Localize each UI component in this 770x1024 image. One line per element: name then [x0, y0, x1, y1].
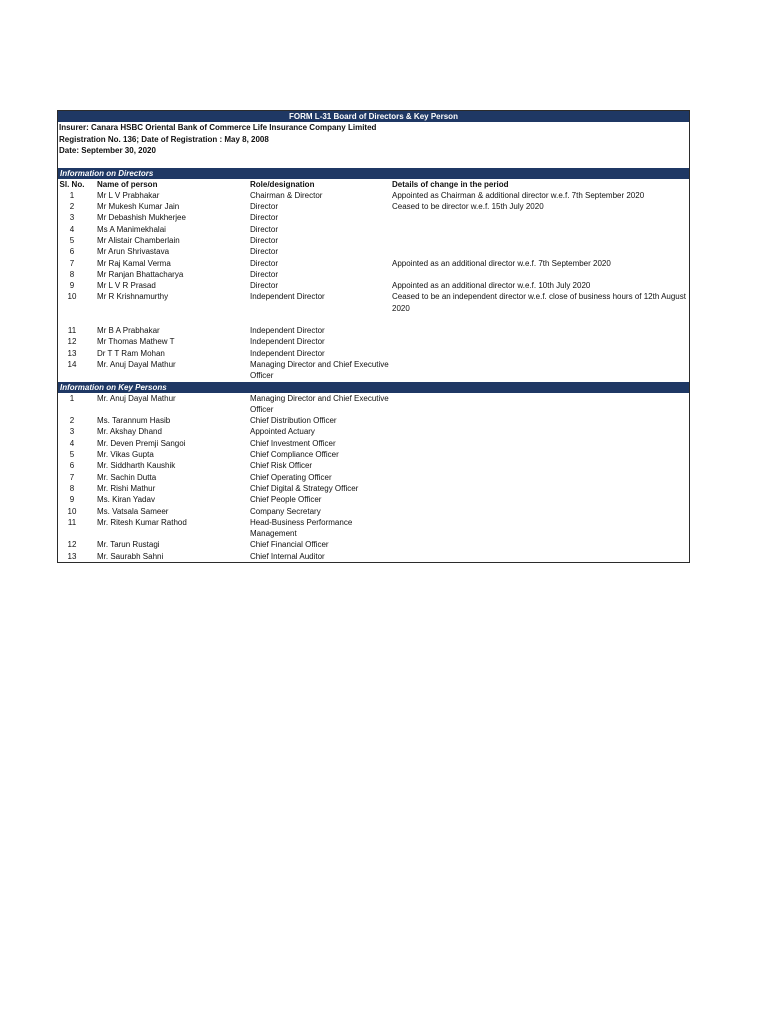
key-person-row: [58, 517, 689, 540]
key-person-name: Ms. Tarannum Hasib: [97, 416, 171, 426]
key-person-name: Ms. Kiran Yadav: [97, 495, 155, 505]
director-change: [392, 235, 689, 246]
key-person-change: [392, 449, 689, 460]
director-name: Ms A Manimekhalai: [97, 224, 166, 234]
key-person-change: [392, 483, 689, 494]
director-role: Director: [250, 281, 279, 291]
key-person-sl-no: 7: [69, 472, 75, 482]
header-sl-no: Sl. No.: [59, 179, 85, 189]
form-l31: [57, 110, 690, 563]
director-role: Independent Director: [250, 348, 325, 358]
directors-section-title: Information on Directors: [58, 168, 689, 179]
director-change: [392, 336, 689, 347]
director-sl-no: 3: [69, 213, 75, 223]
key-person-sl-no: 12: [67, 540, 77, 550]
director-name: Mr B A Prabhakar: [97, 326, 160, 336]
director-change: Appointed as an additional director w.e.f. 10th July 2020: [392, 281, 591, 291]
director-sl-no: 13: [67, 348, 77, 358]
key-person-name: Mr. Akshay Dhand: [97, 427, 162, 437]
key-person-name: Mr. Siddharth Kaushik: [97, 461, 176, 471]
key-person-sl-no: 9: [69, 495, 75, 505]
key-person-row: [58, 415, 689, 426]
key-person-change: [392, 426, 689, 437]
key-person-role: Chief Internal Auditor: [250, 551, 325, 561]
director-role: Director: [250, 269, 279, 279]
key-person-row: [58, 449, 689, 460]
key-person-row: [58, 460, 689, 471]
director-row: [58, 224, 689, 235]
director-name: Mr Mukesh Kumar Jain: [97, 202, 180, 212]
director-role: Director: [250, 258, 279, 268]
key-person-role: Chief People Officer: [250, 495, 322, 505]
director-change: [392, 348, 689, 359]
key-person-role: Company Secretary: [250, 506, 321, 516]
director-row: [58, 235, 689, 246]
director-role: Director: [250, 247, 279, 257]
form-title: FORM L-31 Board of Directors & Key Person: [58, 111, 689, 122]
insurer-name: Insurer: Canara HSBC Oriental Bank of Commerce Life Insurance Company Limited: [59, 123, 377, 132]
director-change: Ceased to be an independent director w.e.f. close of business hours of 12th August 2020: [392, 292, 686, 313]
key-person-sl-no: 11: [67, 517, 77, 527]
key-person-row: [58, 539, 689, 550]
key-person-row: [58, 551, 689, 562]
director-sl-no: 14: [67, 359, 77, 369]
director-role: Independent Director: [250, 292, 325, 302]
key-person-change: [392, 472, 689, 483]
director-sl-no: 10: [67, 292, 77, 302]
key-person-sl-no: 2: [69, 416, 75, 426]
key-person-name: Mr. Ritesh Kumar Rathod: [97, 517, 187, 527]
key-person-role: Chief Digital & Strategy Officer: [250, 483, 359, 493]
header-name: Name of person: [97, 179, 158, 189]
key-person-name: Mr. Anuj Dayal Mathur: [97, 393, 176, 403]
key-person-role: Appointed Actuary: [250, 427, 315, 437]
director-name: Mr Raj Kamal Verma: [97, 258, 171, 268]
director-change: [392, 325, 689, 336]
directors-table: [58, 179, 689, 382]
director-name: Dr T T Ram Mohan: [97, 348, 165, 358]
director-row: [58, 280, 689, 291]
key-person-role: Chief Risk Officer: [250, 461, 313, 471]
key-person-row: [58, 494, 689, 505]
director-row: [58, 190, 689, 201]
key-person-row: [58, 438, 689, 449]
director-name: Mr Ranjan Bhattacharya: [97, 269, 184, 279]
key-person-name: Mr. Deven Premji Sangoi: [97, 438, 186, 448]
key-person-row: [58, 393, 689, 416]
key-person-name: Mr. Saurabh Sahni: [97, 551, 164, 561]
key-person-change: [392, 539, 689, 550]
key-person-sl-no: 5: [69, 450, 75, 460]
key-person-change: [392, 551, 689, 562]
director-sl-no: 8: [69, 269, 75, 279]
director-change: Appointed as an additional director w.e.f. 7th September 2020: [392, 258, 611, 268]
director-change: Ceased to be director w.e.f. 15th July 2020: [392, 202, 544, 212]
director-role: Director: [250, 202, 279, 212]
director-change: [392, 246, 689, 257]
key-persons-table: [58, 393, 689, 562]
key-person-change: [392, 415, 689, 426]
director-sl-no: 2: [69, 202, 75, 212]
director-role: Director: [250, 213, 279, 223]
key-person-name: Mr. Vikas Gupta: [97, 450, 154, 460]
key-person-sl-no: 10: [67, 506, 77, 516]
director-name: Mr L V R Prasad: [97, 281, 156, 291]
registration-info: Registration No. 136; Date of Registration : May 8, 2008: [59, 134, 269, 144]
key-person-name: Mr. Sachin Dutta: [97, 472, 157, 482]
key-person-sl-no: 6: [69, 461, 75, 471]
key-person-role: Chief Investment Officer: [250, 438, 336, 448]
director-sl-no: 7: [69, 258, 75, 268]
key-person-role: Chief Compliance Officer: [250, 450, 339, 460]
key-person-sl-no: 8: [69, 483, 75, 493]
director-sl-no: 5: [69, 235, 75, 245]
key-person-sl-no: 3: [69, 427, 75, 437]
key-person-change: [392, 460, 689, 471]
director-row: [58, 336, 689, 347]
director-sl-no: 12: [67, 337, 77, 347]
key-person-change: [392, 517, 689, 540]
header-change: Details of change in the period: [392, 179, 509, 189]
director-row: [58, 258, 689, 269]
header-role: Role/designation: [250, 179, 315, 189]
director-name: Mr R Krishnamurthy: [97, 292, 169, 302]
director-sl-no: 9: [69, 281, 75, 291]
director-role: Director: [250, 224, 279, 234]
director-change: Appointed as Chairman & additional director w.e.f. 7th September 2020: [392, 190, 645, 200]
director-row: [58, 348, 689, 359]
director-sl-no: 4: [69, 224, 75, 234]
key-person-role: Chief Operating Officer: [250, 472, 332, 482]
director-row: [58, 212, 689, 223]
key-person-name: Ms. Vatsala Sameer: [97, 506, 169, 516]
key-person-name: Mr. Tarun Rustagi: [97, 540, 160, 550]
key-person-change: [392, 494, 689, 505]
key-person-row: [58, 483, 689, 494]
key-person-row: [58, 472, 689, 483]
key-person-role: Head-Business Performance Management: [250, 517, 353, 539]
director-row: [58, 246, 689, 257]
director-role: Independent Director: [250, 326, 325, 336]
key-person-role: Chief Distribution Officer: [250, 416, 337, 426]
key-person-name: Mr. Rishi Mathur: [97, 483, 156, 493]
director-change: [392, 359, 689, 382]
director-row: [58, 325, 689, 336]
director-change: [392, 269, 689, 280]
director-name: Mr. Anuj Dayal Mathur: [97, 359, 176, 369]
director-name: Mr Thomas Mathew T: [97, 337, 175, 347]
director-name: Mr Debashish Mukherjee: [97, 213, 186, 223]
key-person-role: Chief Financial Officer: [250, 540, 329, 550]
key-person-role: Managing Director and Chief Executive Officer: [250, 393, 389, 414]
spacer-row: [58, 314, 689, 325]
key-person-sl-no: 13: [67, 551, 77, 561]
director-change: [392, 212, 689, 223]
director-role: Independent Director: [250, 337, 325, 347]
director-role: Managing Director and Chief Executive Officer: [250, 359, 389, 381]
key-person-change: [392, 506, 689, 517]
director-change: [392, 224, 689, 235]
director-row: [58, 269, 689, 280]
director-row: [58, 359, 689, 382]
report-date: Date: September 30, 2020: [59, 146, 156, 155]
director-sl-no: 11: [67, 326, 77, 336]
director-row: [58, 291, 689, 314]
director-name: Mr Alistair Chamberlain: [97, 235, 180, 245]
key-person-row: [58, 426, 689, 437]
key-person-sl-no: 4: [69, 438, 75, 448]
director-name: Mr L V Prabhakar: [97, 190, 160, 200]
key-person-sl-no: 1: [69, 393, 75, 403]
directors-header-row: [58, 179, 689, 190]
director-row: [58, 201, 689, 212]
director-name: Mr Arun Shrivastava: [97, 247, 170, 257]
director-role: Director: [250, 235, 279, 245]
key-person-change: [392, 438, 689, 449]
key-persons-section-title: Information on Key Persons: [58, 382, 689, 393]
director-sl-no: 1: [69, 190, 75, 200]
key-person-change: [392, 393, 689, 416]
director-role: Chairman & Director: [250, 190, 323, 200]
director-sl-no: 6: [69, 247, 75, 257]
key-person-row: [58, 506, 689, 517]
